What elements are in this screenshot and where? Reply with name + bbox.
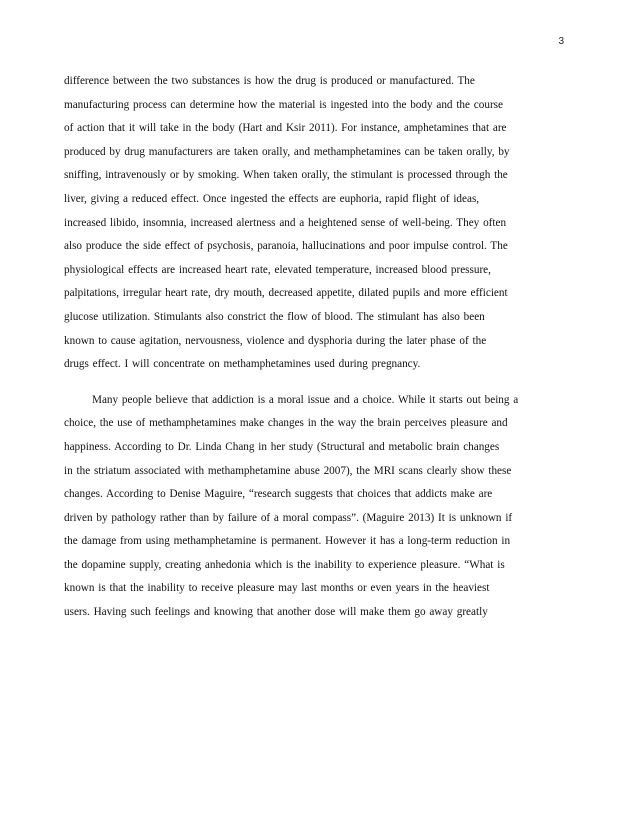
paragraph-2 bbox=[64, 389, 574, 625]
text-line: liver, giving a reduced effect. Once ingested the effects are euphoria, rapid flight of ideas, bbox=[64, 192, 480, 205]
body-text bbox=[64, 70, 574, 625]
text-line: palpitations, irregular heart rate, dry mouth, decreased appetite, dilated pupils and more efficient bbox=[64, 287, 508, 300]
text-line: in the striatum associated with methamphetamine abuse 2007), the MRI scans clearly show these bbox=[64, 464, 512, 477]
text-line: drugs effect. I will concentrate on methamphetamines used during pregnancy. bbox=[64, 358, 421, 371]
text-line: the dopamine supply, creating anhedonia which is the inability to experience pleasure. “What is bbox=[64, 558, 505, 571]
text-line: glucose utilization. Stimulants also constrict the flow of blood. The stimulant has also been bbox=[64, 310, 485, 323]
text-line: known to cause agitation, nervousness, violence and dysphoria during the later phase of the bbox=[64, 334, 487, 347]
text-line: difference between the two substances is how the drug is produced or manufactured. The bbox=[64, 75, 475, 87]
text-line: physiological effects are increased heart rate, elevated temperature, increased blood pressure, bbox=[64, 263, 491, 276]
paragraph-1 bbox=[64, 70, 574, 377]
text-line: of action that it will take in the body (Hart and Ksir 2011). For instance, amphetamines that are bbox=[64, 122, 507, 135]
text-line: known is that the inability to receive pleasure may last months or even years in the heaviest bbox=[64, 582, 490, 595]
text-line: happiness. According to Dr. Linda Chang in her study (Structural and metabolic brain changes bbox=[64, 440, 500, 453]
text-line: also produce the side effect of psychosis, paranoia, hallucinations and poor impulse control. The bbox=[64, 240, 508, 253]
page-number: 3 bbox=[558, 36, 564, 47]
paragraph-gap bbox=[64, 377, 574, 389]
text-line: the damage from using methamphetamine is permanent. However it has a long-term reduction in bbox=[64, 535, 511, 548]
text-line: increased libido, insomnia, increased alertness and a heightened sense of well-being. They often bbox=[64, 216, 507, 229]
text-line: users. Having such feelings and knowing that another dose will make them go away greatly bbox=[64, 606, 488, 619]
text-line: sniffing, intravenously or by smoking. When taken orally, the stimulant is processed through the bbox=[64, 169, 508, 182]
text-line: changes. According to Denise Maguire, “research suggests that choices that addicts make are bbox=[64, 488, 493, 501]
text-line: choice, the use of methamphetamines make changes in the way the brain perceives pleasure and bbox=[64, 417, 508, 430]
text-line: produced by drug manufacturers are taken orally, and methamphetamines can be taken orally, by bbox=[64, 145, 510, 158]
text-line: Many people believe that addiction is a moral issue and a choice. While it starts out being a bbox=[92, 393, 519, 406]
text-line: driven by pathology rather than by failure of a moral compass”. (Maguire 2013) It is unknown if bbox=[64, 511, 513, 524]
text-line: manufacturing process can determine how the material is ingested into the body and the course bbox=[64, 98, 503, 111]
